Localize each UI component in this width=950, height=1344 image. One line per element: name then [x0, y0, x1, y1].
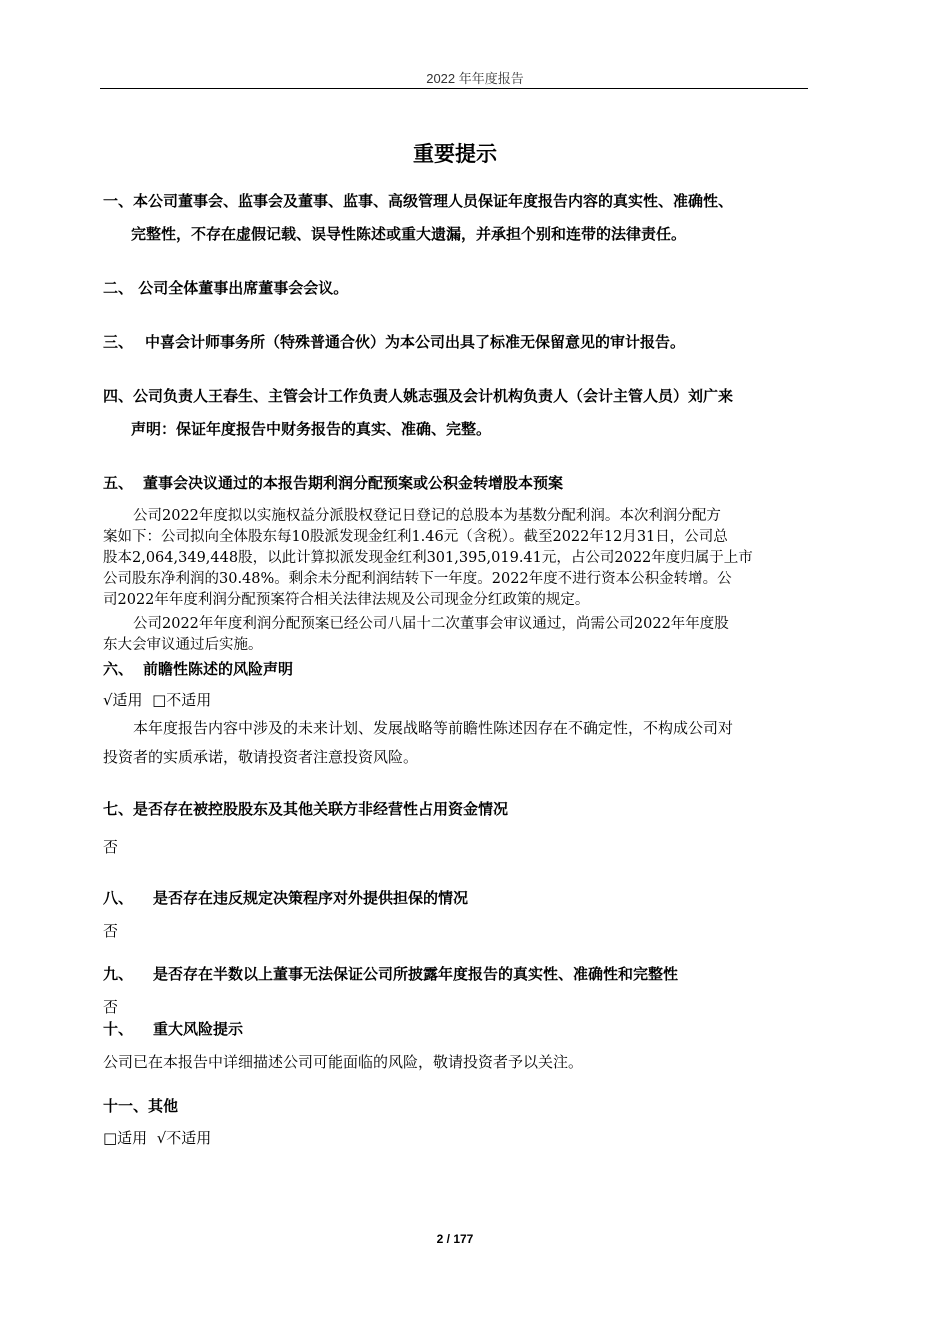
section-4-text: 公司负责人王春生、主管会计工作负责人姚志强及会计机构负责人（会计主管人员）刘广来	[133, 387, 734, 405]
section-8-title: 是否存在违反规定决策程序对外提供担保的情况	[153, 889, 469, 907]
section-6-para-line-2: 投资者的实质承诺，敬请投资者注意投资风险。	[103, 748, 419, 766]
section-8-answer: 否	[103, 922, 119, 940]
section-4-line-1	[103, 385, 733, 406]
section-9-answer: 否	[103, 998, 119, 1016]
section-3-text: 中喜会计师事务所（特殊普通合伙）为本公司出具了标准无保留意见的审计报告。	[145, 333, 686, 351]
section-5-para2-line-2: 东大会审议通过后实施。	[103, 637, 263, 653]
section-7-title: 是否存在被控股股东及其他关联方非经营性占用资金情况	[133, 800, 509, 818]
page-header-title: 2022 年年度报告	[426, 71, 524, 86]
section-5-para1-line-1: 公司2022年度拟以实施权益分派股权登记日登记的总股本为基数分配利润。本次利润分配方	[133, 508, 721, 524]
section-3	[103, 331, 133, 352]
section-1-text: 本公司董事会、监事会及董事、监事、高级管理人员保证年度报告内容的真实性、准确性、	[133, 192, 734, 210]
section-6-para-line-1: 本年度报告内容中涉及的未来计划、发展战略等前瞻性陈述因存在不确定性，不构成公司对	[133, 719, 734, 737]
section-4-number: 四、	[103, 387, 134, 405]
section-11-title: 其他	[148, 1097, 179, 1115]
section-1-line-2: 完整性，不存在虚假记载、误导性陈述或重大遗漏，并承担个别和连带的法律责任。	[131, 225, 687, 243]
section-5-para1-line-4: 公司股东净利润的30.48%。剩余未分配利润结转下一年度。2022年度不进行资本公积金转增。公	[103, 571, 732, 587]
section-6-options: √适用 □不适用	[103, 691, 212, 709]
section-6-number: 六、	[103, 660, 134, 678]
section-4-line-2: 声明：保证年度报告中财务报告的真实、准确、完整。	[131, 420, 492, 438]
section-9-number: 九、	[103, 965, 134, 983]
section-2-number: 二、	[103, 279, 134, 297]
document-title: 重要提示	[413, 142, 497, 166]
section-3-number: 三、	[103, 333, 134, 351]
section-11	[103, 1095, 178, 1116]
section-1-line-1	[103, 190, 733, 211]
section-11-options: □适用 √不适用	[103, 1129, 212, 1147]
section-7	[103, 798, 508, 819]
section-8-number: 八、	[103, 889, 134, 907]
section-1-number: 一、	[103, 192, 134, 210]
section-6-title: 前瞻性陈述的风险声明	[143, 660, 294, 678]
section-2	[103, 277, 348, 298]
section-7-answer: 否	[103, 838, 119, 856]
section-5-para1-line-5: 司2022年年度利润分配预案符合相关法律法规及公司现金分红政策的规定。	[103, 592, 590, 608]
section-10-number: 十、	[103, 1020, 134, 1038]
section-5-number: 五、	[103, 474, 134, 492]
section-9-title: 是否存在半数以上董事无法保证公司所披露年度报告的真实性、准确性和完整性	[153, 965, 679, 983]
section-5-para1-line-2: 案如下：公司拟向全体股东每10股派发现金红利1.46元（含税）。截至2022年12月31日，公司总	[103, 529, 728, 545]
section-5-title: 董事会决议通过的本报告期利润分配预案或公积金转增股本预案	[143, 474, 564, 492]
header-divider	[100, 88, 808, 89]
section-2-text: 公司全体董事出席董事会会议。	[138, 279, 349, 297]
section-10-text: 公司已在本报告中详细描述公司可能面临的风险，敬请投资者予以关注。	[103, 1053, 584, 1071]
section-5-para2-line-1: 公司2022年年度利润分配预案已经公司八届十二次董事会审议通过，尚需公司2022年年度股	[133, 616, 729, 632]
section-10-title: 重大风险提示	[153, 1020, 244, 1038]
section-7-number: 七、	[103, 800, 134, 818]
section-11-number: 十一、	[103, 1097, 149, 1115]
page-number: 2 / 177	[436, 1232, 474, 1246]
section-5-para1-line-3: 股本2,064,349,448股，以此计算拟派发现金红利301,395,019.41元，占公司2022年度归属于上市	[103, 550, 753, 566]
